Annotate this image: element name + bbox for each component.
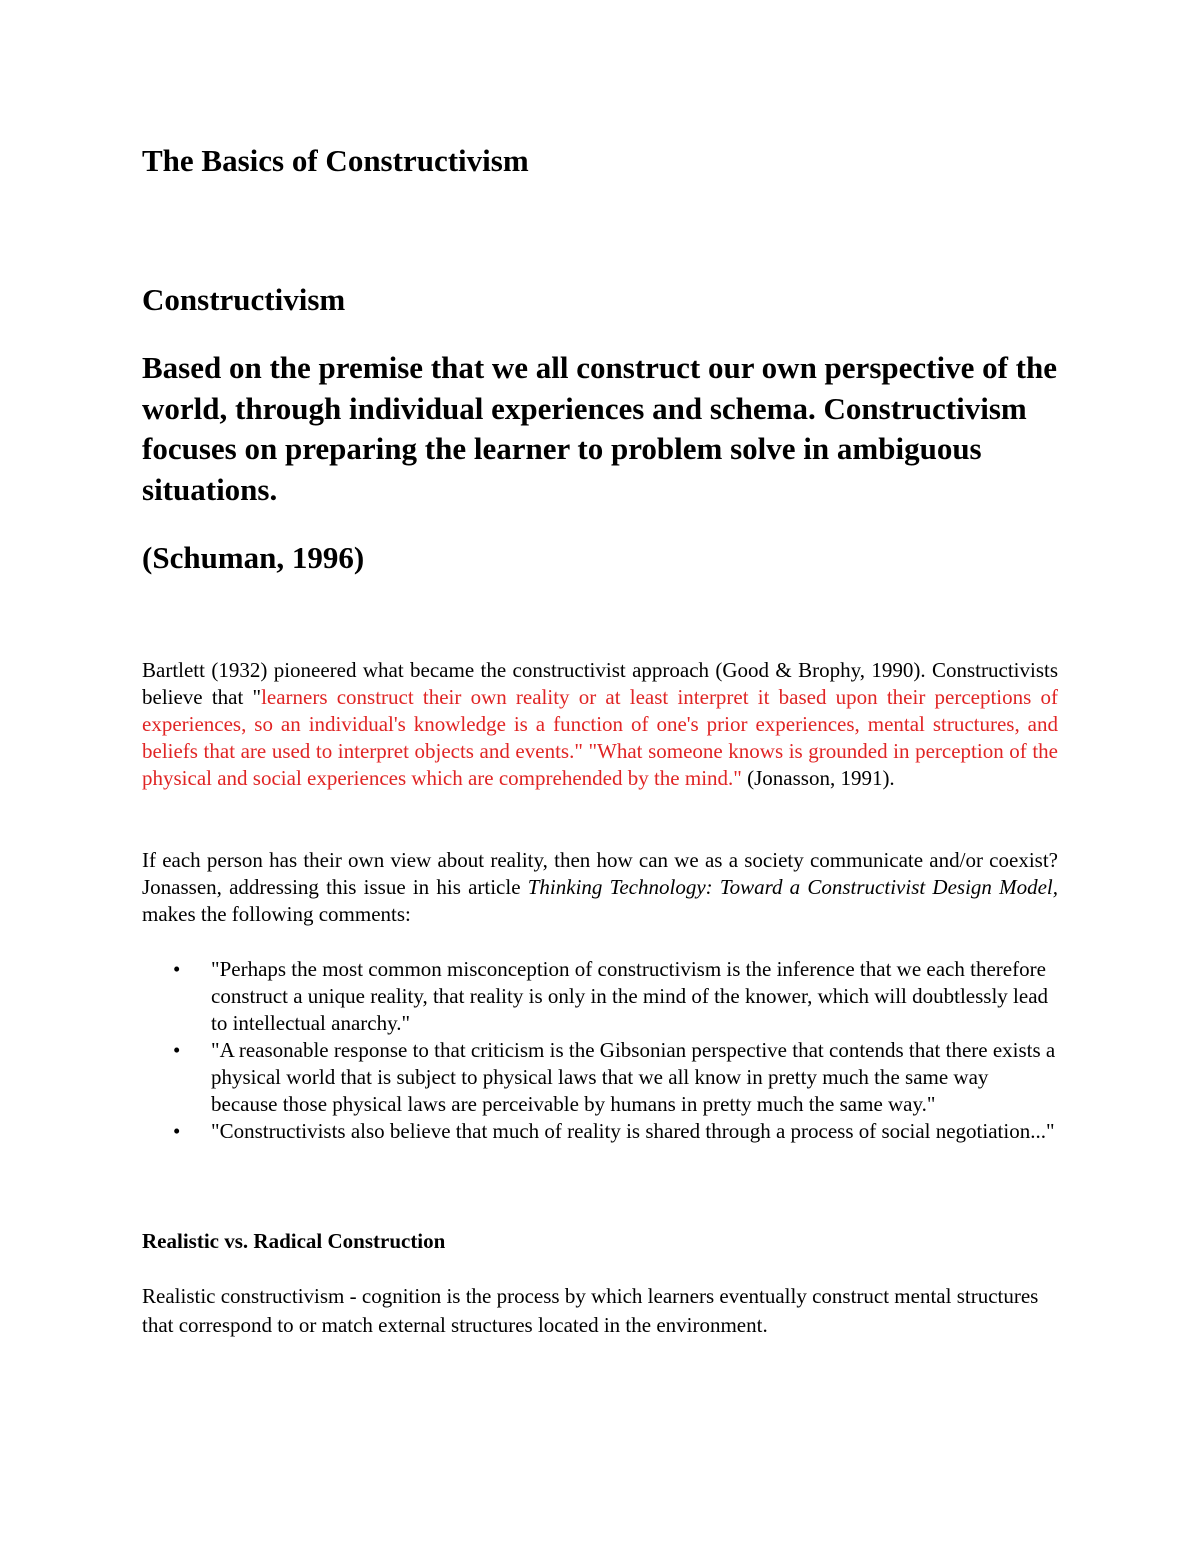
- list-item: [142, 956, 1058, 1037]
- quoted-definition: learners construct their own reality or at least interpret it based upon their perceptions of experiences, so an individual's knowledge is a function of one's prior experiences, mental structures, and beliefs that are used to interpret objects and events." "What someone knows is grounded in perception of the physical and social experiences which are comprehended by the mind.": [142, 685, 1058, 790]
- list-item-text: "Constructivists also believe that much of reality is shared through a process of social negotiation...": [211, 1119, 1055, 1143]
- subheading-realistic-vs-radical: Realistic vs. Radical Construction: [142, 1229, 446, 1253]
- list-item-text: "Perhaps the most common misconception of constructivism is the inference that we each therefore construct a unique reality, that reality is only in the mind of the knower, which will doubtlessly lead to intellectual anarchy.": [211, 957, 1049, 1035]
- document-title: The Basics of Constructivism: [142, 143, 529, 178]
- section-heading: Constructivism: [142, 282, 346, 317]
- list-item-text: "A reasonable response to that criticism is the Gibsonian perspective that contends that there exists a physical world that is subject to physical laws that we all know in pretty much the same way because those physical laws are perceivable by humans in pretty much the same way.": [211, 1038, 1056, 1116]
- bullet-icon: •: [173, 957, 181, 981]
- lead-statement: Based on the premise that we all construct our own perspective of the world, through individual experiences and schema. Constructivism focuses on preparing the learner to problem solve in ambiguous situations.: [142, 350, 1057, 507]
- paragraph-bartlett: [142, 657, 1058, 792]
- list-item: [142, 1118, 1058, 1145]
- paragraph-tail: makes the following comments:: [142, 902, 411, 926]
- paragraph-intro: Bartlett (1932) pioneered what became the constructivist approach (Good & Brophy, 1990). Constructivists believe that ": [142, 658, 1058, 709]
- lead-citation: (Schuman, 1996): [142, 540, 365, 575]
- comments-list: [142, 956, 1058, 1145]
- paragraph-realistic: Realistic constructivism - cognition is the process by which learners eventually construct mental structures that correspond to or match external structures located in the environment.: [142, 1284, 1039, 1337]
- bullet-icon: •: [173, 1038, 181, 1062]
- paragraph-text: If each person has their own view about reality, then how can we as a society communicate and/or coexist? Jonassen, addressing this issue in his article: [142, 848, 1058, 899]
- bullet-icon: •: [173, 1119, 181, 1143]
- article-title: Thinking Technology: Toward a Constructivist Design Model,: [527, 875, 1058, 899]
- quote-citation: (Jonasson, 1991).: [741, 766, 895, 790]
- list-item: [142, 1037, 1058, 1118]
- paragraph-jonassen: [142, 847, 1058, 928]
